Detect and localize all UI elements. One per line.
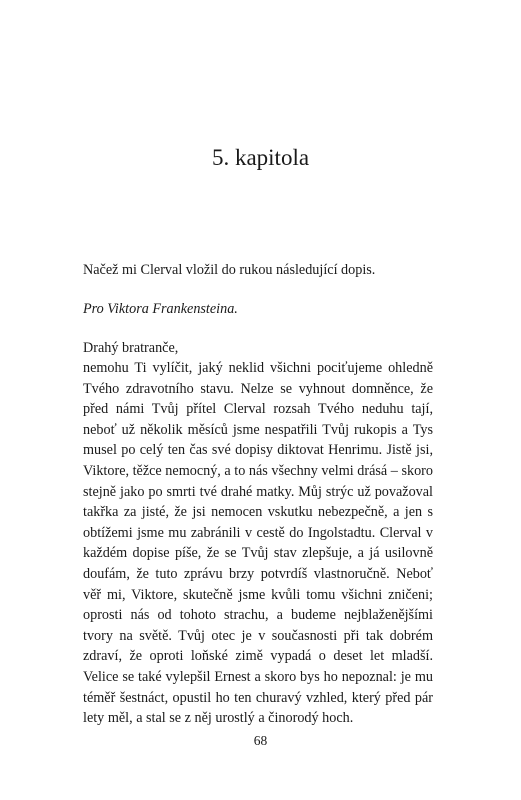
letter-addressee: Pro Viktora Frankensteina. (83, 301, 238, 317)
page-number: 68 (253, 733, 268, 748)
chapter-title: 5. kapitola (211, 145, 310, 170)
letter-body: nemohu Ti vylíčit, jaký neklid všichni pociťujeme ohledně Tvého zdravotního stavu. Nelze se vyhnout domněnce, že před námi Tvůj přítel Clerval rozsah Tvého neduhu tají, neboť už několik měsíců jsme nespatřili Tvůj rukopis a Tys musel po celý ten čas své dopisy diktovat Henrimu. Jistě jsi, Viktore, těžce nemocný, a to nás všechny velmi drásá – skoro stejně jako po smrti tvé drahé matky. Můj strýc už považoval takřka za jisté, že jsi nemocen vskutku nebezpečně, a jen s obtížemi jsme mu zabránili v cestě do Ingolstadtu. Clerval v každém dopise píše, že se Tvůj stav zlepšuje, a já usilovně doufám, že tuto zprávu brzy potvrdíš vlastnoručně. Neboť věř mi, Viktore, skutečně jsme kvůli tomu všichni zničeni; oprosti nás od tohoto strachu, a budeme nejblaženějšími tvory na světě. Tvůj otec je v současnosti při tak dobrém zdraví, že oproti loňské zimě vypadá o deset let mladší. Velice se také vylepšil Ernest a skoro bys ho nepoznal: je mu téměř šestnáct, opustil ho ten churavý vzhled, který před pár lety měl, a stal se z něj urostlý a činorodý hoch. (83, 360, 433, 727)
intro-paragraph: Načež mi Clerval vložil do rukou následující dopis. (83, 262, 376, 278)
letter-salutation: Drahý bratranče, (83, 340, 179, 356)
